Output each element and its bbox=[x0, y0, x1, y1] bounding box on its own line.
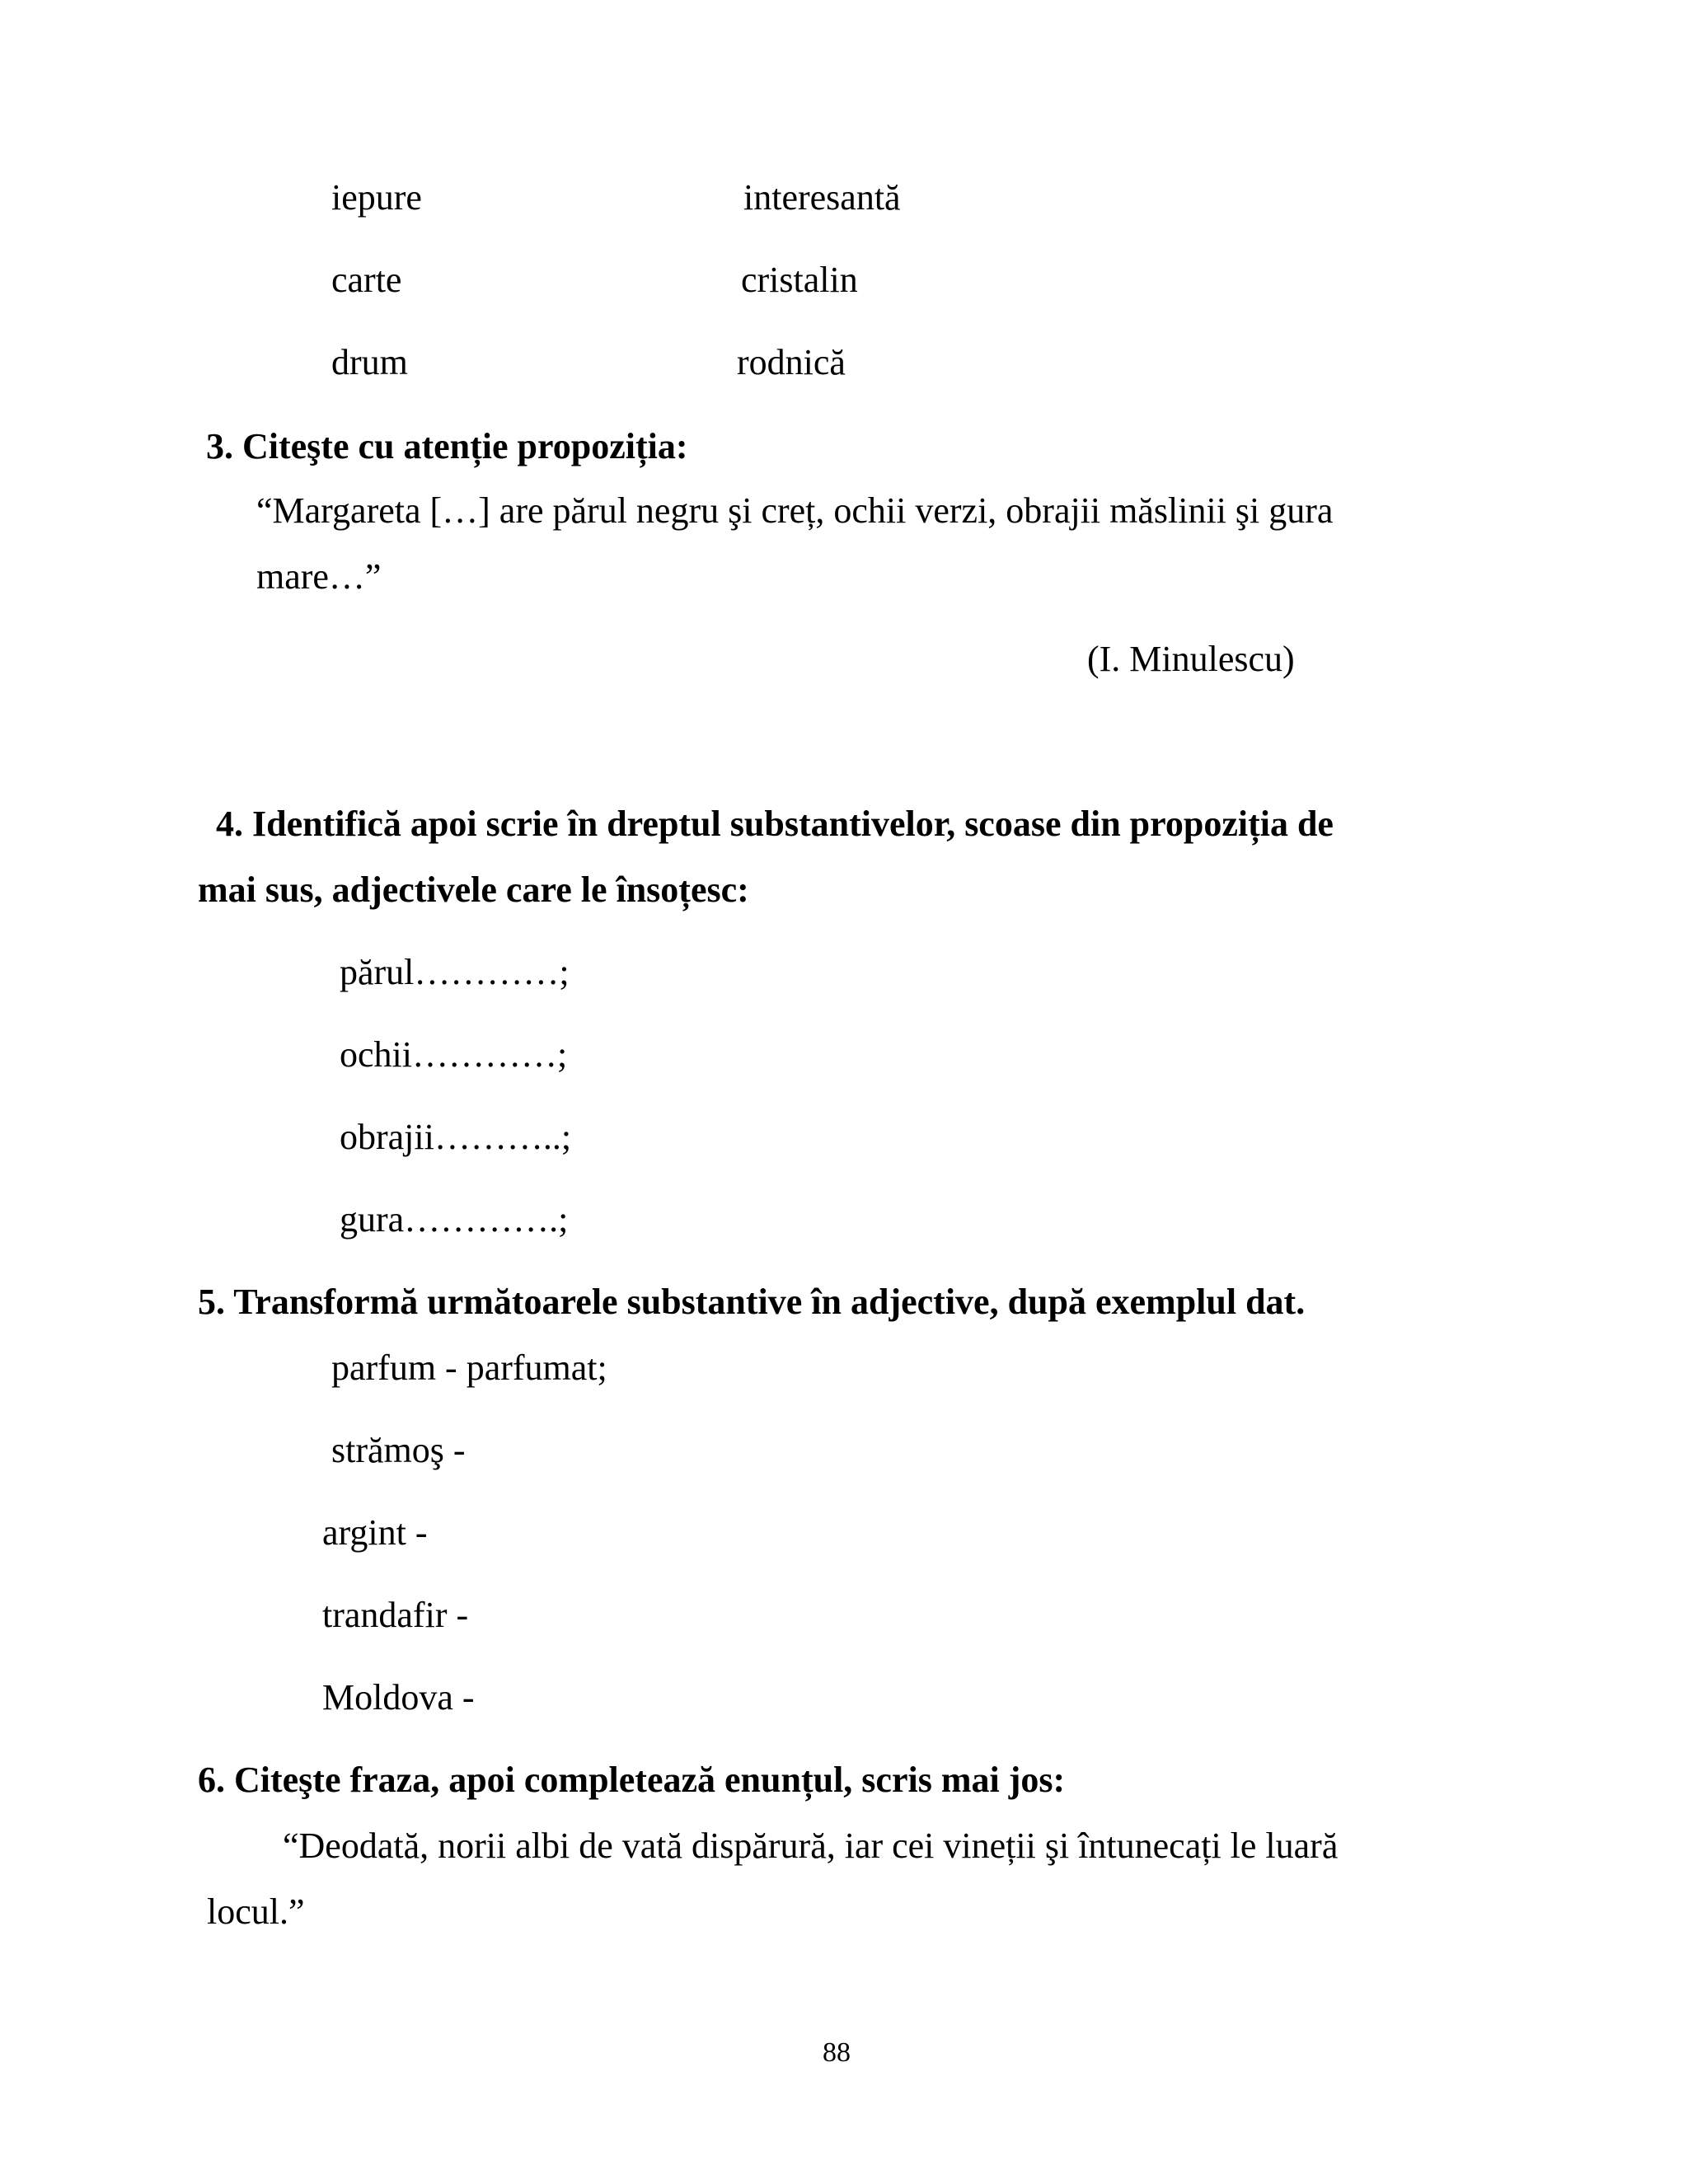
exercise-5-item-4: Moldova - bbox=[322, 1677, 475, 1718]
word-adjective-3: rodnică bbox=[737, 342, 846, 382]
exercise-6-quote-line-1: “Deodată, norii albi de vată dispărură, iar cei vineții şi întunecați le luară bbox=[283, 1825, 1339, 1866]
exercise-5-item-1: strămoş - bbox=[331, 1430, 466, 1470]
page-number: 88 bbox=[823, 2037, 851, 2068]
exercise-6-quote-line-2: locul.” bbox=[207, 1891, 305, 1932]
word-noun-3: drum bbox=[331, 342, 408, 382]
exercise-3-heading: 3. Citeşte cu atenție propoziția: bbox=[206, 426, 688, 466]
word-adjective-1: interesantă bbox=[743, 177, 901, 218]
exercise-4-item-2: ochii…………; bbox=[340, 1034, 568, 1075]
exercise-5-item-2: argint - bbox=[322, 1512, 428, 1553]
exercise-5-example: parfum - parfumat; bbox=[331, 1347, 607, 1388]
exercise-3-author: (I. Minulescu) bbox=[1087, 639, 1295, 679]
exercise-4-item-1: părul…………; bbox=[340, 952, 570, 992]
word-noun-1: iepure bbox=[331, 177, 422, 218]
exercise-4-heading-line-2: mai sus, adjectivele care le însoțesc: bbox=[198, 869, 749, 910]
exercise-5-heading: 5. Transformă următoarele substantive în adjective, după exemplul dat. bbox=[198, 1282, 1306, 1322]
word-adjective-2: cristalin bbox=[741, 260, 858, 300]
exercise-6-heading: 6. Citeşte fraza, apoi completează enunțul, scris mai jos: bbox=[198, 1760, 1066, 1800]
word-noun-2: carte bbox=[331, 260, 402, 300]
exercise-4-heading-line-1: 4. Identifică apoi scrie în dreptul substantivelor, scoase din propoziția de bbox=[216, 804, 1334, 844]
exercise-4-item-3: obrajii………..; bbox=[340, 1117, 572, 1157]
exercise-3-quote-line-2: mare…” bbox=[256, 556, 382, 597]
exercise-5-item-3: trandafir - bbox=[322, 1595, 469, 1635]
exercise-4-item-4: gura………….; bbox=[340, 1199, 569, 1240]
exercise-3-quote-line-1: “Margareta […] are părul negru şi creț, ochii verzi, obrajii măslinii şi gura bbox=[256, 490, 1334, 531]
